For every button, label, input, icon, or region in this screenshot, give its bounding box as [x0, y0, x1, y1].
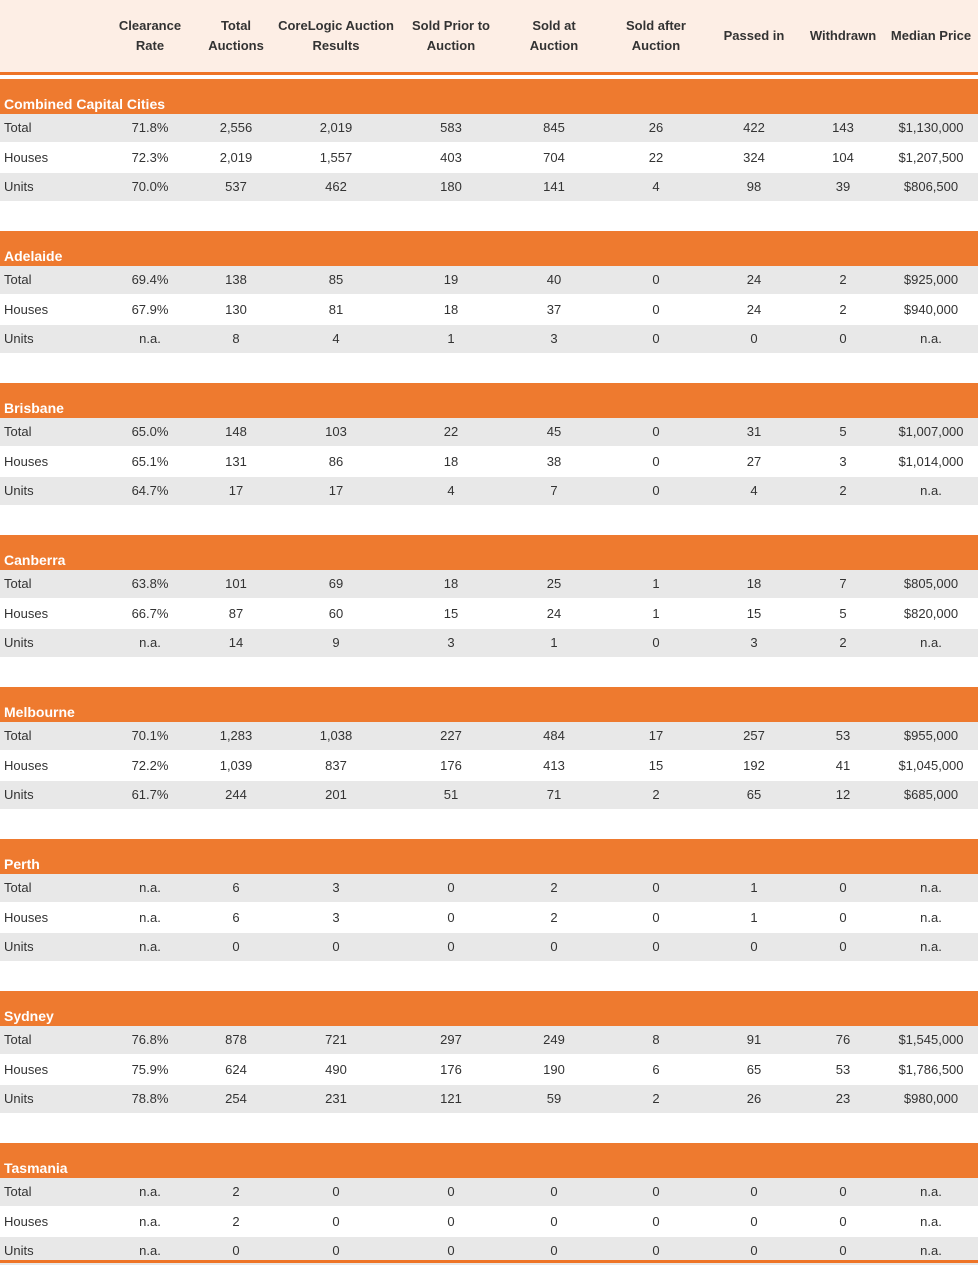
row-label: Houses — [4, 1062, 49, 1077]
table-cell: $1,207,500 — [898, 150, 964, 165]
table-cell: 0 — [750, 1214, 758, 1229]
region-title: Sydney — [4, 1008, 54, 1024]
table-cell: 624 — [225, 1062, 247, 1077]
table-cell: 3 — [750, 635, 758, 650]
row-label: Houses — [4, 1214, 49, 1229]
table-cell: 18 — [443, 576, 459, 591]
row-label: Units — [4, 939, 34, 954]
table-cell: $1,130,000 — [898, 120, 964, 135]
region-title: Canberra — [4, 552, 66, 568]
table-cell: 4 — [750, 483, 758, 498]
table-row — [0, 1056, 978, 1084]
table-cell: 0 — [839, 1243, 847, 1258]
table-cell: n.a. — [920, 1214, 942, 1229]
table-cell: $806,500 — [903, 179, 959, 194]
table-cell: 721 — [325, 1032, 347, 1047]
table-cell: 0 — [550, 1184, 558, 1199]
table-cell: 65.0% — [131, 424, 169, 439]
table-cell: 53 — [835, 1062, 851, 1077]
table-cell: 0 — [839, 1214, 847, 1229]
table-row — [0, 173, 978, 201]
table-cell: 15 — [746, 606, 762, 621]
table-row — [0, 600, 978, 628]
table-cell: 1,038 — [319, 728, 353, 743]
table-cell: 4 — [447, 483, 455, 498]
row-label: Total — [4, 576, 32, 591]
table-cell: 138 — [225, 272, 247, 287]
column-header: Sold at Auction — [529, 18, 579, 53]
region-title-bar — [0, 231, 978, 266]
table-cell: 1,283 — [219, 728, 253, 743]
column-header: Clearance Rate — [118, 18, 182, 53]
table-cell: 0 — [652, 331, 660, 346]
table-cell: n.a. — [920, 1243, 942, 1258]
table-cell: n.a. — [920, 331, 942, 346]
table-cell: 7 — [550, 483, 558, 498]
region-title: Combined Capital Cities — [4, 96, 166, 112]
column-header: Median Price — [890, 28, 972, 43]
table-cell: 0 — [750, 1243, 758, 1258]
table-cell: 101 — [225, 576, 247, 591]
table-cell: 0 — [332, 1214, 340, 1229]
table-cell: 2 — [839, 635, 847, 650]
row-label: Units — [4, 635, 34, 650]
table-cell: $1,786,500 — [898, 1062, 964, 1077]
table-cell: 2,556 — [219, 120, 253, 135]
table-cell: 9 — [332, 635, 340, 650]
table-cell: 61.7% — [131, 787, 169, 802]
region-title: Melbourne — [4, 704, 75, 720]
table-cell: 67.9% — [131, 302, 169, 317]
table-cell: 3 — [332, 880, 340, 895]
table-cell: 403 — [440, 150, 462, 165]
table-cell: 0 — [839, 910, 847, 925]
table-cell: 53 — [835, 728, 851, 743]
table-cell: 176 — [440, 1062, 462, 1077]
table-cell: 845 — [543, 120, 565, 135]
table-cell: n.a. — [139, 939, 161, 954]
table-row — [0, 418, 978, 446]
table-cell: $820,000 — [903, 606, 959, 621]
table-cell: 6 — [232, 910, 240, 925]
row-label: Units — [4, 1243, 34, 1258]
table-cell: 18 — [746, 576, 762, 591]
table-cell: n.a. — [920, 910, 942, 925]
table-cell: n.a. — [920, 635, 942, 650]
table-cell: 244 — [225, 787, 247, 802]
row-label: Units — [4, 787, 34, 802]
table-cell: 23 — [835, 1091, 851, 1106]
table-cell: 148 — [225, 424, 247, 439]
table-cell: 0 — [652, 880, 660, 895]
row-label: Total — [4, 728, 32, 743]
row-label: Houses — [4, 454, 49, 469]
table-row — [0, 448, 978, 476]
table-cell: 0 — [652, 1184, 660, 1199]
table-cell: 64.7% — [131, 483, 169, 498]
table-cell: 72.3% — [131, 150, 169, 165]
table-row — [0, 1178, 978, 1206]
table-cell: n.a. — [139, 1214, 161, 1229]
table-cell: 5 — [839, 606, 847, 621]
table-cell: 37 — [546, 302, 562, 317]
row-label: Houses — [4, 302, 49, 317]
row-label: Units — [4, 483, 34, 498]
row-label: Total — [4, 120, 32, 135]
table-cell: 2 — [550, 910, 558, 925]
row-label: Total — [4, 1184, 32, 1199]
table-cell: 1 — [550, 635, 558, 650]
row-label: Total — [4, 880, 32, 895]
table-cell: 24 — [746, 272, 762, 287]
table-row — [0, 752, 978, 780]
region-title: Brisbane — [4, 400, 64, 416]
row-label: Total — [4, 1032, 32, 1047]
table-cell: 0 — [839, 939, 847, 954]
table-cell: 0 — [332, 939, 340, 954]
table-cell: 41 — [835, 758, 851, 773]
table-cell: 63.8% — [131, 576, 169, 591]
row-label: Total — [4, 424, 32, 439]
table-cell: 78.8% — [131, 1091, 169, 1106]
table-cell: n.a. — [139, 880, 161, 895]
table-row — [0, 874, 978, 902]
table-cell: $925,000 — [903, 272, 959, 287]
table-cell: 0 — [447, 1184, 455, 1199]
table-cell: 2 — [652, 787, 660, 802]
table-cell: 249 — [543, 1032, 565, 1047]
table-cell: 141 — [543, 179, 565, 194]
table-cell: 0 — [652, 424, 660, 439]
row-label: Houses — [4, 606, 49, 621]
table-cell: 24 — [746, 302, 762, 317]
table-header — [0, 0, 978, 75]
table-row — [0, 933, 978, 961]
table-cell: 484 — [543, 728, 565, 743]
table-cell: $685,000 — [903, 787, 959, 802]
table-cell: 0 — [447, 939, 455, 954]
table-row — [0, 722, 978, 750]
table-cell: 0 — [447, 910, 455, 925]
table-cell: n.a. — [139, 635, 161, 650]
table-cell: 19 — [443, 272, 459, 287]
table-cell: 86 — [328, 454, 344, 469]
table-cell: 0 — [652, 483, 660, 498]
table-cell: 2 — [839, 302, 847, 317]
table-cell: 121 — [440, 1091, 462, 1106]
table-cell: 0 — [550, 1243, 558, 1258]
table-cell: $1,045,000 — [898, 758, 964, 773]
table-cell: 85 — [328, 272, 344, 287]
table-cell: 3 — [550, 331, 558, 346]
table-cell: 704 — [543, 150, 565, 165]
table-row — [0, 296, 978, 324]
table-row — [0, 477, 978, 505]
table-cell: 4 — [332, 331, 340, 346]
table-cell: $1,007,000 — [898, 424, 964, 439]
table-cell: n.a. — [139, 1243, 161, 1258]
table-cell: 297 — [440, 1032, 462, 1047]
table-cell: 24 — [546, 606, 562, 621]
table-cell: 17 — [228, 483, 244, 498]
table-cell: 0 — [232, 939, 240, 954]
column-header: Total Auctions — [208, 18, 264, 53]
table-cell: 422 — [743, 120, 765, 135]
table-cell: 231 — [325, 1091, 347, 1106]
table-cell: 0 — [652, 302, 660, 317]
table-cell: 91 — [746, 1032, 762, 1047]
table-cell: 0 — [447, 880, 455, 895]
table-cell: 1 — [750, 910, 758, 925]
table-cell: 18 — [443, 454, 459, 469]
region-title: Perth — [4, 856, 40, 872]
table-cell: 45 — [546, 424, 562, 439]
table-cell: 51 — [443, 787, 459, 802]
table-cell: 0 — [232, 1243, 240, 1258]
table-row — [0, 1026, 978, 1054]
table-cell: 39 — [835, 179, 851, 194]
row-label: Units — [4, 179, 34, 194]
table-cell: 12 — [835, 787, 851, 802]
table-cell: 22 — [443, 424, 459, 439]
table-row — [0, 114, 978, 142]
table-cell: 69 — [328, 576, 344, 591]
table-cell: 0 — [839, 331, 847, 346]
table-cell: 40 — [546, 272, 562, 287]
table-cell: 227 — [440, 728, 462, 743]
table-cell: 17 — [328, 483, 344, 498]
table-cell: 98 — [746, 179, 762, 194]
row-label: Units — [4, 331, 34, 346]
table-cell: n.a. — [920, 483, 942, 498]
table-cell: $1,545,000 — [898, 1032, 964, 1047]
table-cell: 66.7% — [131, 606, 169, 621]
row-label: Units — [4, 1091, 34, 1106]
table-cell: 0 — [652, 635, 660, 650]
row-label: Houses — [4, 910, 49, 925]
table-cell: n.a. — [139, 331, 161, 346]
table-row — [0, 629, 978, 657]
table-cell: 0 — [652, 939, 660, 954]
table-cell: 2 — [550, 880, 558, 895]
table-cell: 6 — [652, 1062, 660, 1077]
table-row — [0, 781, 978, 809]
table-cell: 180 — [440, 179, 462, 194]
table-cell: 257 — [743, 728, 765, 743]
table-cell: 26 — [648, 120, 664, 135]
table-row — [0, 1085, 978, 1113]
table-cell: 0 — [332, 1184, 340, 1199]
table-row — [0, 1208, 978, 1236]
table-row — [0, 325, 978, 353]
table-cell: 60 — [328, 606, 344, 621]
region-title: Tasmania — [4, 1160, 68, 1176]
table-cell: 4 — [652, 179, 660, 194]
table-cell: 18 — [443, 302, 459, 317]
table-row — [0, 144, 978, 172]
column-header: Passed in — [723, 28, 785, 43]
table-cell: 0 — [550, 1214, 558, 1229]
table-cell: 143 — [832, 120, 854, 135]
region-title-bar — [0, 383, 978, 418]
table-cell: 17 — [648, 728, 664, 743]
table-cell: 0 — [750, 331, 758, 346]
table-cell: 2,019 — [319, 120, 353, 135]
table-cell: 3 — [447, 635, 455, 650]
table-cell: 2 — [652, 1091, 660, 1106]
table-cell: 0 — [750, 939, 758, 954]
table-cell: 65 — [746, 787, 762, 802]
table-cell: 7 — [839, 576, 847, 591]
table-cell: 1 — [447, 331, 455, 346]
region-title-bar — [0, 535, 978, 570]
table-cell: 837 — [325, 758, 347, 773]
table-cell: 31 — [746, 424, 762, 439]
table-cell: 0 — [750, 1184, 758, 1199]
table-cell: n.a. — [920, 880, 942, 895]
table-cell: 0 — [652, 272, 660, 287]
table-cell: 104 — [832, 150, 854, 165]
table-cell: 254 — [225, 1091, 247, 1106]
column-header: Sold after Auction — [626, 18, 686, 53]
table-cell: 8 — [232, 331, 240, 346]
table-cell: n.a. — [139, 910, 161, 925]
row-label: Total — [4, 272, 32, 287]
table-cell: 15 — [443, 606, 459, 621]
table-cell: 22 — [648, 150, 664, 165]
table-cell: 131 — [225, 454, 247, 469]
table-cell: 176 — [440, 758, 462, 773]
table-cell: 1,039 — [219, 758, 253, 773]
table-cell: 0 — [652, 1214, 660, 1229]
table-cell: 878 — [225, 1032, 247, 1047]
table-cell: $980,000 — [903, 1091, 959, 1106]
table-cell: n.a. — [920, 939, 942, 954]
table-cell: 130 — [225, 302, 247, 317]
table-cell: 2 — [232, 1184, 240, 1199]
table-cell: 59 — [546, 1091, 562, 1106]
table-cell: 0 — [839, 880, 847, 895]
table-cell: 65.1% — [131, 454, 169, 469]
table-bottom-border — [0, 1260, 978, 1263]
row-label: Houses — [4, 150, 49, 165]
table-cell: 76.8% — [131, 1032, 169, 1047]
table-cell: n.a. — [920, 1184, 942, 1199]
table-cell: 71.8% — [131, 120, 169, 135]
table-cell: 0 — [652, 454, 660, 469]
table-cell: 0 — [652, 910, 660, 925]
table-cell: 75.9% — [131, 1062, 169, 1077]
table-cell: $1,014,000 — [898, 454, 964, 469]
table-cell: n.a. — [139, 1184, 161, 1199]
table-cell: 76 — [835, 1032, 851, 1047]
table-row — [0, 570, 978, 598]
table-cell: 3 — [332, 910, 340, 925]
table-cell: 69.4% — [131, 272, 169, 287]
table-cell: 14 — [228, 635, 244, 650]
region-title-bar — [0, 1143, 978, 1178]
table-cell: 72.2% — [131, 758, 169, 773]
table-row — [0, 904, 978, 932]
region-title-bar — [0, 687, 978, 722]
table-cell: 70.0% — [131, 179, 169, 194]
table-cell: 2,019 — [219, 150, 253, 165]
table-cell: 0 — [447, 1214, 455, 1229]
table-cell: 201 — [325, 787, 347, 802]
table-cell: 87 — [228, 606, 244, 621]
table-cell: 192 — [743, 758, 765, 773]
table-cell: 1,557 — [319, 150, 353, 165]
region-title: Adelaide — [4, 248, 63, 264]
table-cell: 15 — [648, 758, 664, 773]
table-cell: 3 — [839, 454, 847, 469]
table-cell: 190 — [543, 1062, 565, 1077]
table-cell: 25 — [546, 576, 562, 591]
column-header: Sold Prior to Auction — [412, 18, 490, 53]
table-cell: 103 — [325, 424, 347, 439]
table-cell: 0 — [652, 1243, 660, 1258]
table-cell: $940,000 — [903, 302, 959, 317]
table-cell: 583 — [440, 120, 462, 135]
table-cell: 2 — [232, 1214, 240, 1229]
region-title-bar — [0, 79, 978, 114]
table-row — [0, 266, 978, 294]
table-cell: 324 — [743, 150, 765, 165]
table-cell: 490 — [325, 1062, 347, 1077]
table-cell: 27 — [746, 454, 762, 469]
table-cell: 0 — [332, 1243, 340, 1258]
table-cell: 8 — [652, 1032, 660, 1047]
table-cell: 2 — [839, 272, 847, 287]
column-header: Withdrawn — [809, 28, 877, 43]
table-cell: $955,000 — [903, 728, 959, 743]
table-cell: 70.1% — [131, 728, 169, 743]
table-cell: 38 — [546, 454, 562, 469]
table-cell: 5 — [839, 424, 847, 439]
table-cell: 26 — [746, 1091, 762, 1106]
region-title-bar — [0, 991, 978, 1026]
table-cell: 2 — [839, 483, 847, 498]
table-cell: 0 — [447, 1243, 455, 1258]
table-cell: 0 — [550, 939, 558, 954]
table-cell: 0 — [839, 1184, 847, 1199]
table-cell: 1 — [652, 576, 660, 591]
column-header: CoreLogic Auction Results — [278, 18, 394, 53]
region-title-bar — [0, 839, 978, 874]
table-cell: 81 — [328, 302, 344, 317]
table-cell: 71 — [546, 787, 562, 802]
row-label: Houses — [4, 758, 49, 773]
table-cell: 6 — [232, 880, 240, 895]
table-cell: 1 — [652, 606, 660, 621]
table-cell: 462 — [325, 179, 347, 194]
table-cell: 65 — [746, 1062, 762, 1077]
table-cell: $805,000 — [903, 576, 959, 591]
table-cell: 413 — [543, 758, 565, 773]
table-cell: 1 — [750, 880, 758, 895]
table-cell: 537 — [225, 179, 247, 194]
